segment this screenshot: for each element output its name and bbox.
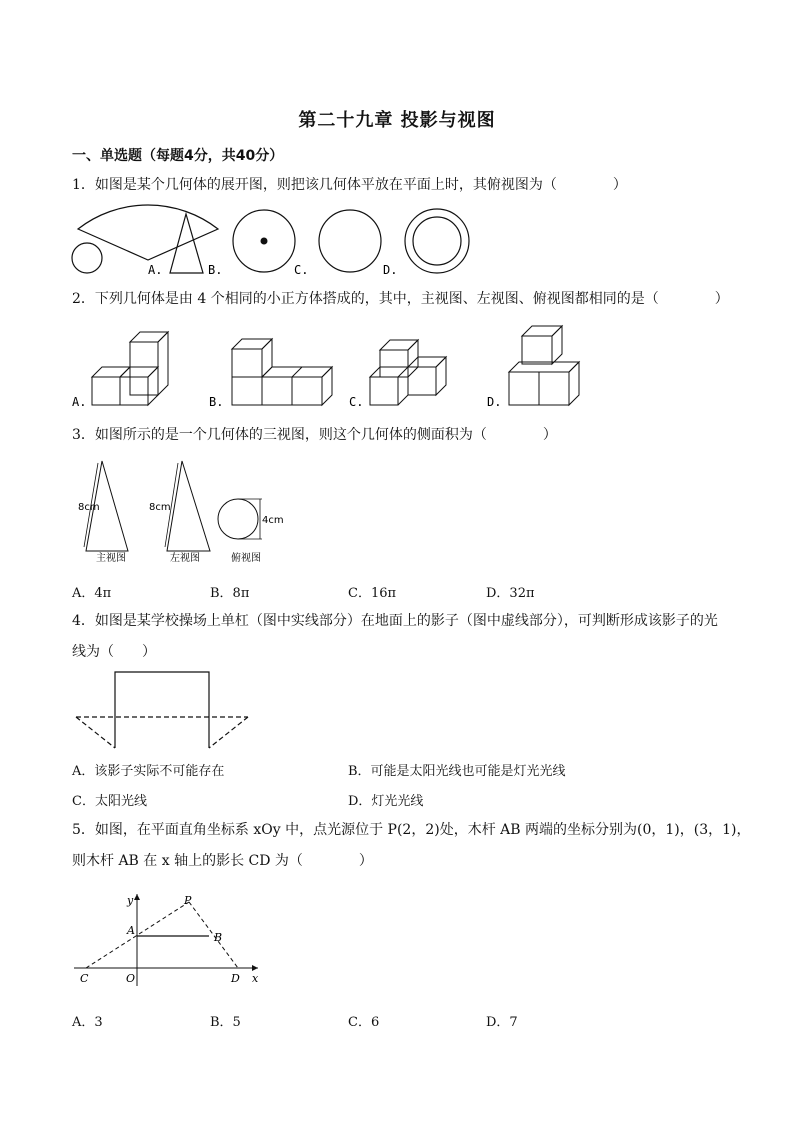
left-view-triangle: [167, 461, 210, 551]
question-1-figure: [66, 200, 486, 282]
shadow-right-dashed: [209, 717, 248, 748]
q1-option-c-label: C.: [294, 263, 309, 277]
q5-answer-a: A．3: [72, 1015, 103, 1030]
q5-answer-d: D．7: [486, 1015, 518, 1030]
q2-option-b-cubes: [232, 339, 332, 405]
top-view-circle: [218, 499, 258, 539]
question-3-three-views: [72, 455, 302, 567]
q1-option-c-center-dot: [261, 238, 268, 245]
q2-option-d-cubes: [509, 326, 579, 405]
section-heading: 一、单选题（每题4分，共40分）: [72, 148, 284, 164]
point-b-label: B: [214, 931, 223, 944]
q2-option-c-label: C.: [349, 395, 364, 409]
q5-answer-c: C．6: [348, 1015, 380, 1030]
q1-option-b-label: B.: [208, 263, 223, 277]
net-base-circle: [72, 243, 102, 273]
front-slant-label: 8cm: [78, 502, 100, 513]
q1-figure-inner-ring: [413, 217, 461, 265]
question-5-coordinate-figure: [72, 886, 272, 990]
q2-option-a-cubes: [92, 332, 168, 405]
point-d-label: D: [231, 972, 240, 985]
q3-answer-a: A．4π: [72, 586, 112, 601]
q4-answer-d: D．灯光光线: [348, 794, 424, 809]
q4-answer-b: B．可能是太阳光线也可能是灯光光线: [348, 764, 566, 779]
q1-figure-outer-ring: [405, 209, 469, 273]
q1-option-d-circle: [319, 210, 381, 272]
q1-option-d-label: D.: [383, 263, 398, 277]
y-axis-label: y: [127, 894, 134, 907]
front-view-caption: 主视图: [96, 553, 126, 564]
horizontal-bar-solid: [115, 672, 209, 748]
top-view-caption: 俯视图: [231, 553, 261, 564]
x-axis-label: x: [252, 972, 259, 985]
question-5-text-line1: 5．如图，在平面直角坐标系 xOy 中，点光源位于 P(2，2)处，木杆 AB 两端的坐标分别为(0，1)，(3，1)，: [72, 822, 751, 838]
question-4-text-line1: 4．如图是某学校操场上单杠（图中实线部分）在地面上的影子（图中虚线部分），可判断形成该影子的光: [72, 613, 718, 629]
question-2-figure: [66, 320, 596, 412]
q4-answer-a: A．该影子实际不可能存在: [72, 764, 225, 779]
q2-option-a-label: A.: [72, 395, 87, 409]
q2-option-c-cubes: [370, 340, 446, 405]
question-2-text: 2．下列几何体是由 4 个相同的小正方体搭成的，其中，主视图、左视图、俯视图都相同的是（ ）: [72, 291, 729, 307]
top-diameter-label: 4cm: [262, 515, 284, 526]
q3-answer-b: B．8π: [210, 586, 250, 601]
left-view-caption: 左视图: [170, 553, 200, 564]
q1-option-a-label: A.: [148, 263, 163, 277]
point-a-label: A: [127, 924, 135, 937]
q2-option-b-label: B.: [209, 395, 224, 409]
q2-option-d-label: D.: [487, 395, 502, 409]
page-title: 第二十九章 投影与视图: [298, 110, 496, 131]
shadow-left-dashed: [76, 717, 115, 748]
question-4-horizontal-bar-figure: [72, 668, 252, 752]
left-slant-label: 8cm: [149, 502, 171, 513]
question-1-text: 1．如图是某个几何体的展开图，则把该几何体平放在平面上时，其俯视图为（ ）: [72, 177, 627, 193]
origin-o-label: O: [126, 972, 136, 985]
q3-answer-d: D．32π: [486, 586, 535, 601]
q4-answer-c: C．太阳光线: [72, 794, 147, 809]
question-3-text: 3．如图所示的是一个几何体的三视图，则这个几何体的侧面积为（ ）: [72, 427, 557, 443]
point-p-label: P: [184, 894, 192, 907]
question-4-text-line2: 线为（ ）: [72, 644, 156, 660]
q5-answer-b: B．5: [210, 1015, 241, 1030]
q3-answer-c: C．16π: [348, 586, 397, 601]
point-c-label: C: [80, 972, 89, 985]
question-5-text-line2: 则木杆 AB 在 x 轴上的影长 CD 为（ ）: [72, 853, 373, 869]
